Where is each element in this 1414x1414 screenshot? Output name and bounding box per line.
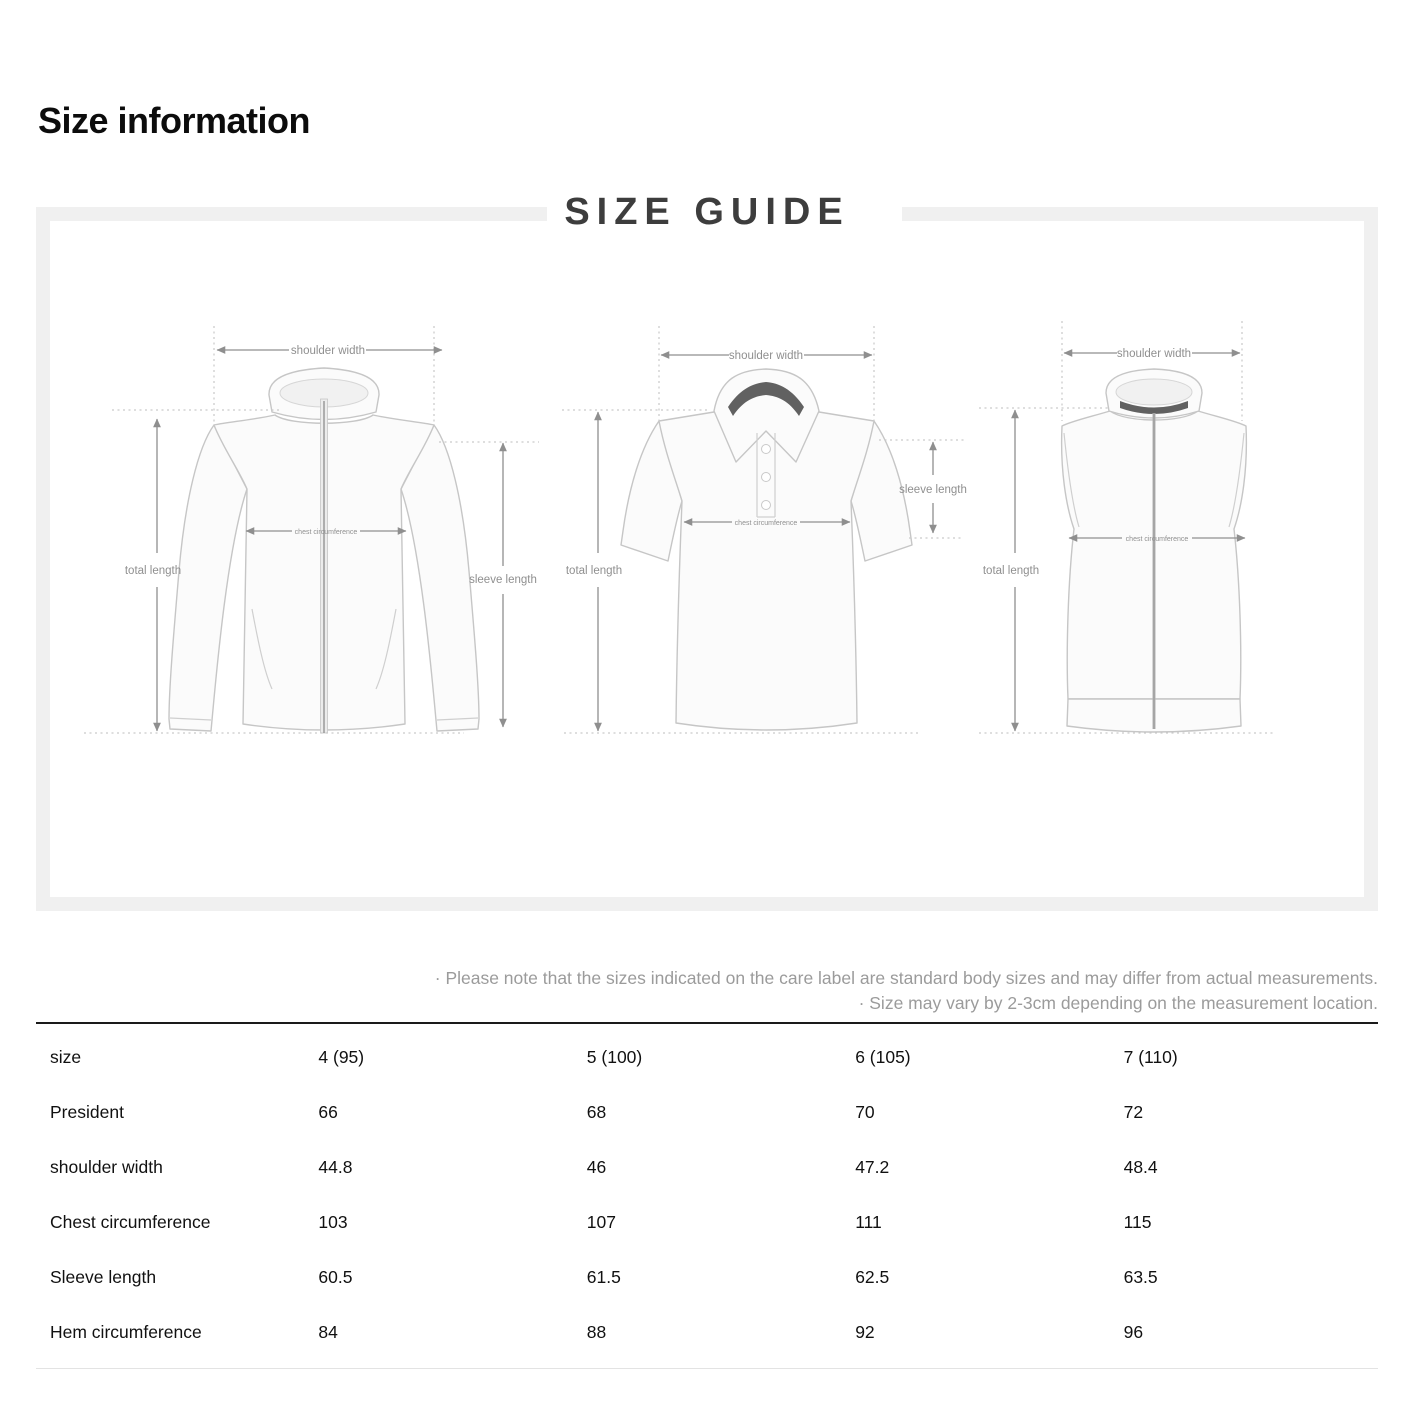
- table-cell: 4 (95): [318, 1047, 365, 1067]
- table-cell: 48.4: [1123, 1157, 1158, 1177]
- size-table: [36, 1022, 1378, 1369]
- table-cell: 88: [586, 1322, 607, 1342]
- vest-illustration: [1062, 369, 1247, 732]
- note-line: · Size may vary by 2-3cm depending on the measurement location.: [858, 993, 1378, 1013]
- table-cell: 5 (100): [586, 1047, 643, 1067]
- table-cell: 70: [855, 1102, 875, 1122]
- table-cell: 66: [318, 1102, 338, 1122]
- row-header: size: [50, 1047, 82, 1067]
- table-cell: 107: [586, 1212, 616, 1232]
- size-guide-panel: [36, 191, 1378, 911]
- jacket-illustration: [169, 368, 479, 733]
- table-row: [36, 1305, 1378, 1360]
- vest-chest-circumference-label: chest circumference: [1125, 536, 1189, 543]
- polo-chest-circumference-label: chest circumference: [734, 520, 798, 527]
- jacket-diagram: [84, 326, 539, 733]
- table-cell: 46: [586, 1157, 607, 1177]
- table-cell: 68: [586, 1102, 607, 1122]
- table-cell: 84: [318, 1322, 338, 1342]
- row-header: President: [50, 1102, 124, 1122]
- jacket-total-length-label: total length: [124, 565, 182, 577]
- row-header: Hem circumference: [50, 1322, 202, 1342]
- table-row: [36, 1030, 1378, 1085]
- table-cell: 47.2: [855, 1157, 890, 1177]
- table-cell: 6 (105): [855, 1047, 911, 1067]
- panel-top-border-right: [902, 207, 1364, 221]
- row-header: shoulder width: [50, 1157, 163, 1177]
- table-row: [36, 1250, 1378, 1305]
- polo-diagram: [562, 326, 967, 733]
- page-title: Size information: [38, 100, 311, 141]
- vest-diagram: [979, 321, 1274, 733]
- table-row: [36, 1085, 1378, 1140]
- garment-measurement-diagrams: [64, 221, 1378, 897]
- polo-sleeve-length-label: sleeve length: [899, 484, 967, 496]
- table-cell: 44.8: [318, 1157, 353, 1177]
- table-row: [36, 1195, 1378, 1250]
- vest-total-length-label: total length: [982, 565, 1040, 577]
- table-cell: 92: [855, 1322, 875, 1342]
- jacket-chest-circumference-label: chest circumference: [294, 529, 358, 536]
- table-cell: 103: [318, 1212, 348, 1232]
- table-row: [36, 1140, 1378, 1195]
- polo-total-length-label: total length: [565, 565, 623, 577]
- table-cell: 7 (110): [1123, 1047, 1178, 1067]
- row-header: Sleeve length: [50, 1267, 157, 1287]
- panel-top-border-left: [50, 207, 547, 221]
- size-notes: [435, 966, 1378, 1016]
- table-cell: 63.5: [1123, 1267, 1158, 1287]
- table-cell: 111: [855, 1212, 882, 1232]
- table-cell: 62.5: [855, 1267, 890, 1287]
- table-cell: 96: [1123, 1322, 1144, 1342]
- table-cell: 61.5: [586, 1267, 621, 1287]
- row-header: Chest circumference: [50, 1212, 211, 1232]
- table-cell: 60.5: [318, 1267, 353, 1287]
- polo-illustration: [621, 369, 912, 730]
- vest-shoulder-width-label: shoulder width: [1116, 348, 1192, 360]
- table-cell: 72: [1123, 1102, 1144, 1122]
- table-cell: 115: [1123, 1212, 1152, 1232]
- polo-shoulder-width-label: shoulder width: [728, 350, 804, 362]
- note-line: · Please note that the sizes indicated on the care label are standard body sizes and may differ from actual measurements.: [434, 968, 1378, 988]
- jacket-sleeve-length-label: sleeve length: [469, 574, 537, 586]
- size-guide-heading: SIZE GUIDE: [564, 191, 850, 233]
- jacket-shoulder-width-label: shoulder width: [290, 345, 366, 357]
